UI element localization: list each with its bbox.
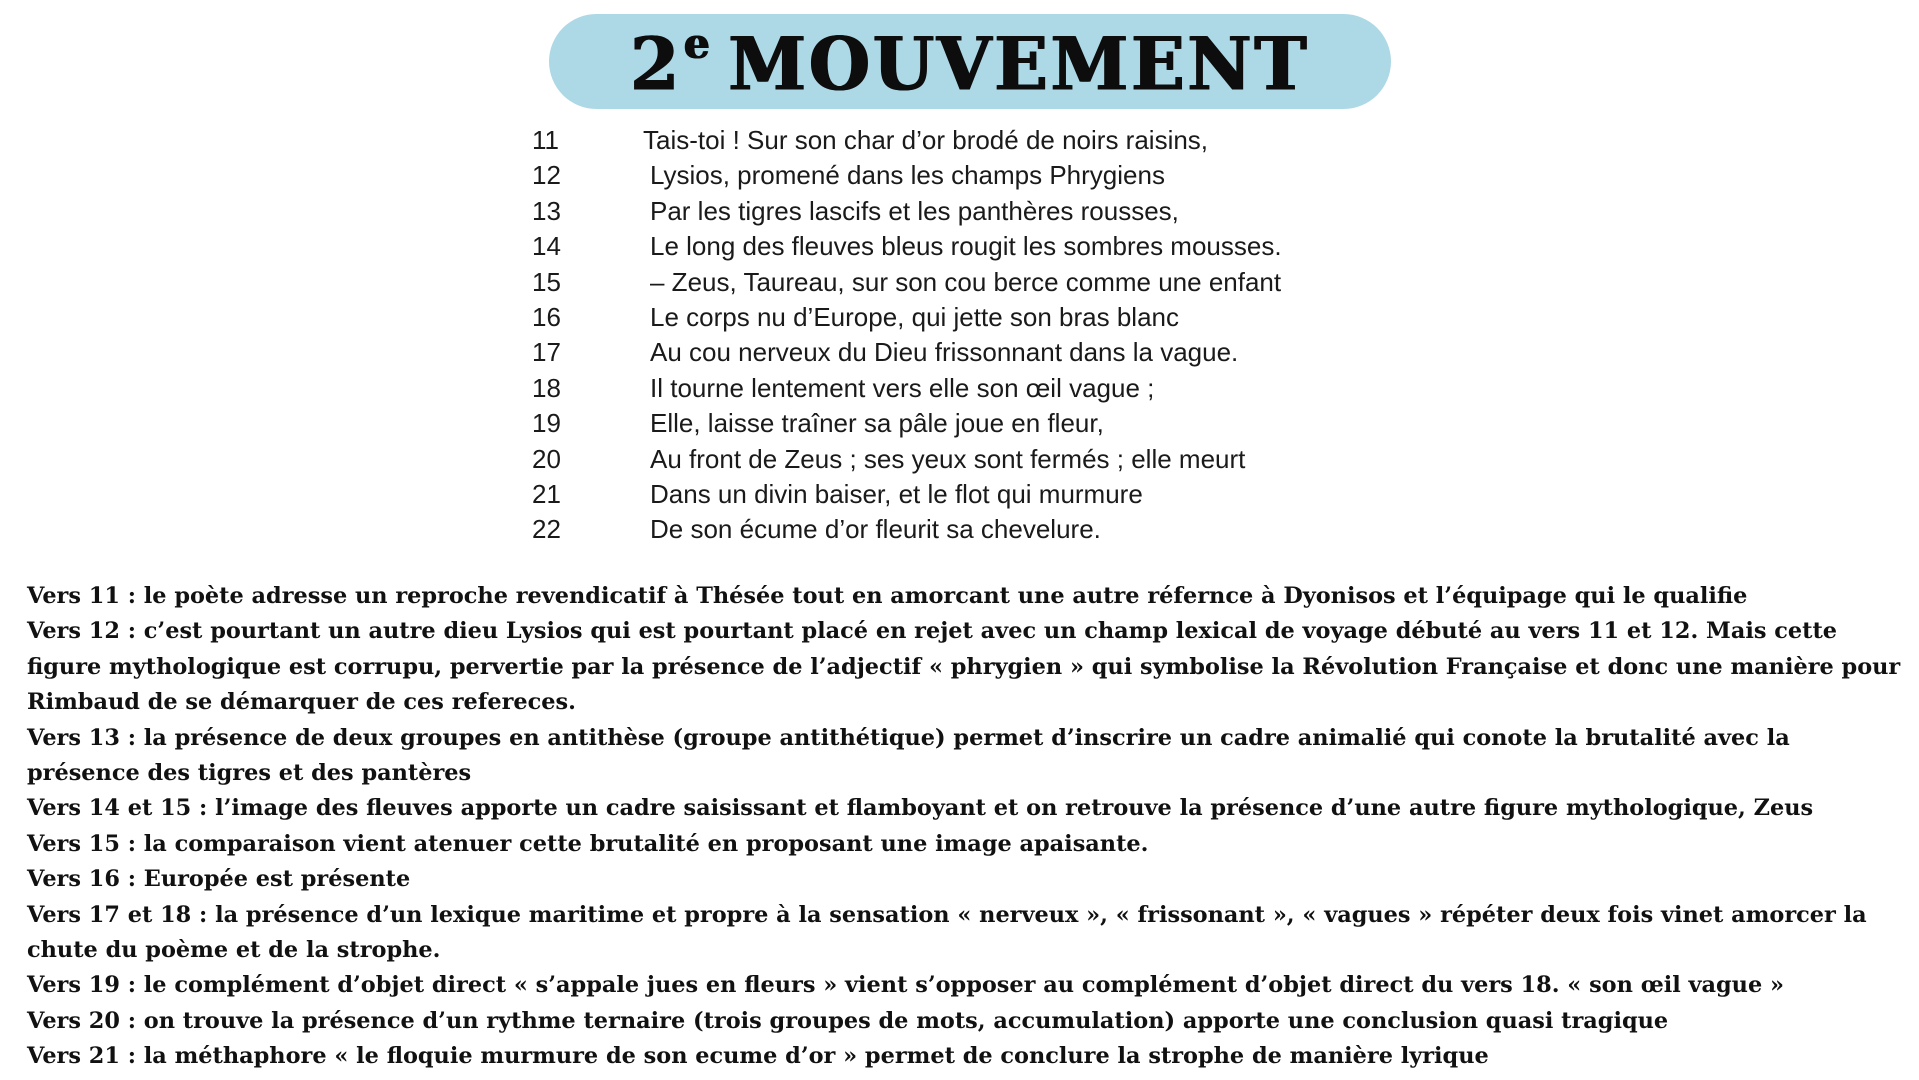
analysis-paragraph: Vers 21 : la méthaphore « le floquie murmure de son ecume d’or » permet de conclure la strophe de manière lyrique	[27, 1043, 1489, 1070]
verse-text: Au cou nerveux du Dieu frissonnant dans la vague.	[650, 337, 1239, 368]
line-number: 19	[532, 408, 561, 439]
line-number: 21	[532, 478, 561, 509]
line-number: 22	[532, 514, 561, 545]
verse-text: Par les tigres lascifs et les panthères rousses,	[650, 195, 1179, 226]
verse-text: Elle, laisse traîner sa pâle joue en fleur,	[650, 408, 1104, 439]
analysis-paragraph: Vers 19 : le complément d’objet direct « s’appale jues en fleurs » vient s’opposer au complément d’objet direct du vers 18. « son œil vague »	[27, 972, 1784, 999]
verse-text: Tais-toi ! Sur son char d’or brodé de noirs raisins,	[643, 125, 1209, 155]
line-number: 13	[532, 195, 561, 226]
analysis-paragraph: Vers 15 : la comparaison vient atenuer cette brutalité en proposant une image apaisante.	[27, 830, 1149, 857]
analysis-paragraph: Vers 17 et 18 : la présence d’un lexique maritime et propre à la sensation « nerveux », « frissonant », « vagues » répéter deux fois vinet amorcer la chute du poème et de la strophe.	[27, 901, 1867, 964]
line-number: 20	[532, 443, 561, 474]
analysis-paragraph: Vers 11 : le poète adresse un reproche revendicatif à Thésée tout en amorcant une autre réfernce à Dyonisos et l’équipage qui le qualifie	[27, 583, 1748, 609]
poem-line	[532, 512, 1432, 547]
title-banner	[549, 14, 1391, 109]
analysis-paragraph: Vers 20 : on trouve la présence d’un rythme ternaire (trois groupes de mots, accumulation) apporte une conclusion quasi tragique	[27, 1007, 1669, 1034]
verse-text: Lysios, promené dans les champs Phrygiens	[650, 160, 1165, 191]
line-number: 16	[532, 301, 561, 332]
poem-line	[532, 229, 1432, 264]
poem-line	[532, 371, 1432, 406]
analysis-paragraph: Vers 13 : la présence de deux groupes en antithèse (groupe antithétique) permet d’inscrire un cadre animalié qui conote la brutalité avec la présence des tigres et des pantères	[27, 724, 1790, 787]
line-number: 12	[532, 160, 561, 191]
poem-line	[532, 158, 1432, 193]
title-superscript: e	[684, 18, 713, 68]
poem-line	[532, 123, 1432, 158]
verse-text: De son écume d’or fleurit sa chevelure.	[650, 514, 1101, 545]
poem-line	[532, 265, 1432, 300]
line-number: 11	[532, 125, 559, 155]
line-number: 17	[532, 337, 561, 368]
poem-line	[532, 477, 1432, 512]
poem-line	[532, 194, 1432, 229]
page-title	[630, 18, 1310, 107]
line-number: 15	[532, 266, 561, 297]
poem-line	[532, 335, 1432, 370]
line-number: 14	[532, 231, 561, 262]
verse-text: Dans un divin baiser, et le flot qui murmure	[650, 478, 1143, 509]
verse-text: – Zeus, Taureau, sur son cou berce comme une enfant	[650, 266, 1282, 297]
poem-excerpt	[532, 123, 1432, 548]
line-number: 18	[532, 372, 561, 403]
title-number: 2	[630, 19, 683, 107]
verse-analysis	[27, 579, 1907, 1075]
verse-text: Le long des fleuves bleus rougit les sombres mousses.	[650, 231, 1282, 262]
poem-line	[532, 300, 1432, 335]
verse-text: Au front de Zeus ; ses yeux sont fermés ; elle meurt	[650, 443, 1246, 474]
analysis-paragraph: Vers 12 : c’est pourtant un autre dieu Lysios qui est pourtant placé en rejet avec un champ lexical de voyage débuté au vers 11 et 12. Mais cette figure mythologique est corrupu, pervertie par la présence de l’adjectif « phrygien » qui symbolise la Révolution Française et donc une manière pour Rimbaud de se démarquer de ces refereces.	[27, 618, 1901, 716]
analysis-paragraph: Vers 16 : Europée est présente	[27, 866, 411, 893]
poem-line	[532, 406, 1432, 441]
verse-text: Il tourne lentement vers elle son œil vague ;	[650, 372, 1155, 403]
analysis-paragraph: Vers 14 et 15 : l’image des fleuves apporte un cadre saisissant et flamboyant et on retrouve la présence d’une autre figure mythologique, Zeus	[27, 795, 1814, 822]
poem-line	[532, 442, 1432, 477]
title-word: MOUVEMENT	[728, 19, 1310, 107]
verse-text: Le corps nu d’Europe, qui jette son bras blanc	[650, 301, 1180, 332]
